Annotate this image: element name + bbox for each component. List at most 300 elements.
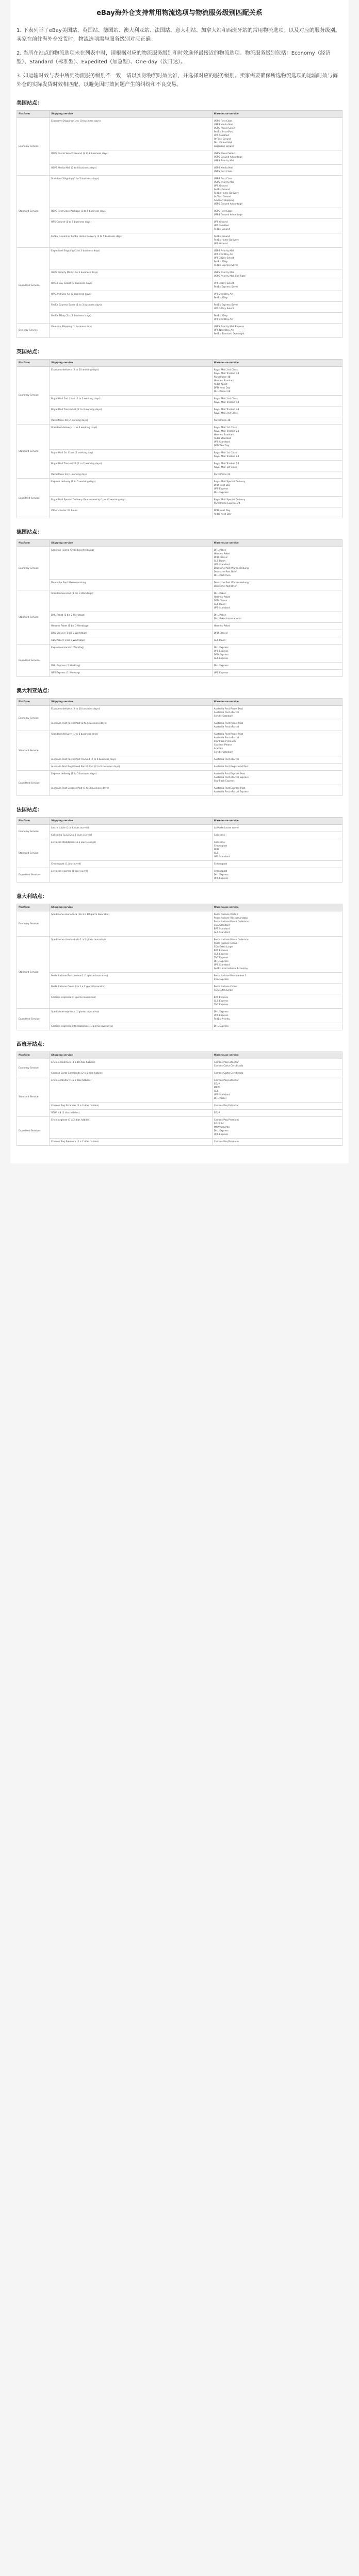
shipping-service-cell: Standard Shipping (1 to 5 business days): [50, 176, 213, 208]
warehouse-service-item: Parcelforce 48: [214, 419, 231, 422]
warehouse-service-item: Sendle Standard: [214, 751, 233, 754]
table-row: [17, 937, 342, 973]
mapping-table: [17, 1052, 342, 1146]
table-header-row: [17, 360, 342, 367]
warehouse-service-item: Royal Mail Tracked 48: [214, 401, 239, 404]
warehouse-service-cell: [212, 417, 342, 425]
service-level-cell: Economy Service: [17, 367, 50, 425]
warehouse-service-item: Couriers Please: [214, 744, 232, 747]
shipping-service-cell: Corriere espresso internazionale (1 giorno lavorativo): [50, 1023, 213, 1030]
warehouse-service-item: DHL Express: [214, 1025, 229, 1028]
warehouse-service-item: GLS: [214, 1090, 219, 1093]
warehouse-service-cell: [212, 637, 342, 645]
table-row: [17, 269, 342, 280]
table-row: [17, 832, 342, 839]
warehouse-service-cell: [212, 764, 342, 771]
table-row: [17, 417, 342, 425]
warehouse-service-item: FedEx Priority: [214, 1018, 230, 1021]
warehouse-service-item: UPS 2nd Day Air: [214, 293, 233, 296]
warehouse-service-cell: [212, 507, 342, 518]
warehouse-service-cell: [212, 1117, 342, 1139]
warehouse-service-item: OnTrac Ground: [214, 138, 232, 141]
warehouse-service-item: SDA Extra Large: [214, 989, 233, 992]
table-row: [17, 911, 342, 937]
warehouse-service-cell: [212, 219, 342, 233]
table-row: [17, 507, 342, 518]
warehouse-service-item: FedEx SmartPost: [214, 131, 234, 133]
table-row: [17, 825, 342, 832]
table-row: [17, 580, 342, 590]
warehouse-service-item: Royal Mail 1st Class: [214, 466, 237, 469]
warehouse-service-item: UPS 3 Day Select: [214, 257, 234, 260]
table-row: [17, 406, 342, 417]
shipping-service-cell: Economy delivery (2 to 10 working days): [50, 367, 213, 396]
shipping-service-cell: Royal Mail Tracked 24 (1 to 2 working days): [50, 461, 213, 471]
warehouse-service-cell: [212, 670, 342, 677]
warehouse-service-cell: [212, 450, 342, 461]
warehouse-service-cell: [212, 861, 342, 868]
table-row: [17, 1059, 342, 1070]
warehouse-service-item: USPS Parcel Select: [214, 152, 236, 155]
warehouse-service-item: Chronopost: [214, 845, 227, 848]
warehouse-service-item: Correos Paq Estándar: [214, 1079, 239, 1082]
column-header: Platform: [17, 699, 50, 706]
table-row: [17, 176, 342, 208]
warehouse-service-cell: [212, 302, 342, 313]
warehouse-service-cell: [212, 911, 342, 937]
table-header-row: [17, 1052, 342, 1059]
warehouse-service-item: UPS Standard: [214, 964, 230, 967]
table-row: [17, 861, 342, 868]
warehouse-service-cell: [212, 1009, 342, 1023]
service-level-cell: Expedited Service: [17, 1009, 50, 1030]
warehouse-service-item: UPS Ground: [214, 185, 228, 188]
warehouse-service-item: DPD Classic: [214, 600, 228, 602]
warehouse-service-item: Poste Italiane Pacco Ordinario: [214, 939, 249, 941]
warehouse-service-cell: [212, 984, 342, 994]
warehouse-service-item: Yodel Standard: [214, 437, 232, 440]
warehouse-service-cell: [212, 269, 342, 280]
table-row: [17, 291, 342, 302]
warehouse-service-item: Australia Post eParcel: [214, 737, 239, 739]
warehouse-service-item: FedEx Ground: [214, 228, 231, 231]
sections-container: [17, 98, 342, 1146]
warehouse-service-item: GLS Standard: [214, 931, 230, 934]
warehouse-service-item: Deutsche Post Brief: [214, 571, 237, 573]
table-header-row: [17, 904, 342, 911]
table-row: [17, 1023, 342, 1030]
warehouse-service-cell: [212, 471, 342, 479]
warehouse-service-item: La Poste Lettre suivie: [214, 827, 239, 829]
shipping-service-cell: Australia Post Registered Parcel Post (2 to 6 business days): [50, 764, 213, 771]
warehouse-service-item: FedEx Express Saver: [214, 286, 238, 289]
warehouse-service-item: Chronopost: [214, 863, 227, 866]
table-row: [17, 150, 342, 165]
warehouse-service-item: StarTrack Premium: [214, 740, 236, 743]
warehouse-service-item: FedEx Express Saver: [214, 264, 238, 267]
column-header: Shipping service: [50, 540, 213, 547]
warehouse-service-item: Correos Carta Certificada: [214, 1072, 243, 1075]
warehouse-service-item: Deutsche Post Warensendung: [214, 567, 249, 570]
warehouse-service-item: MRW Urgente: [214, 1126, 230, 1129]
section-title: 澳大利亚站点：: [17, 688, 53, 694]
shipping-service-cell: Spedizione standard (da 1 a 5 giorni lavorativi): [50, 937, 213, 973]
warehouse-service-item: Royal Mail 2nd Class: [214, 369, 238, 371]
service-level-cell: Standard Service: [17, 1077, 50, 1117]
warehouse-service-item: UPS Standard: [214, 441, 230, 444]
table-row: [17, 219, 342, 233]
warehouse-service-cell: [212, 324, 342, 338]
warehouse-service-item: BRT Express: [214, 996, 229, 999]
column-header: Platform: [17, 111, 50, 118]
shipping-service-cell: USPS Media Mail (2 to 8 business days): [50, 165, 213, 176]
warehouse-service-cell: [212, 406, 342, 417]
warehouse-service-item: UPS Ground: [214, 243, 228, 245]
warehouse-service-item: UPS 3 Day Select: [214, 282, 234, 285]
column-header: Shipping service: [50, 360, 213, 367]
warehouse-service-cell: [212, 547, 342, 580]
intro-paragraph: 3. 如运输时效与表中所列物流服务级别不一致，请以实际物流时效为准，并选择对应的服务级别。卖家需要确保所选物流选项的运输时效与海外仓的实际发货时效相匹配，以避免因时效问题产生的纠纷和不良交易。: [17, 73, 338, 88]
table-row: [17, 1009, 342, 1023]
warehouse-service-cell: [212, 590, 342, 612]
warehouse-service-item: OnTrac Ground: [214, 196, 232, 198]
warehouse-service-item: UPS SurePost: [214, 225, 230, 227]
warehouse-service-item: Australia Post Parcel Post: [214, 733, 243, 736]
warehouse-service-item: DHL Express: [214, 1130, 229, 1132]
warehouse-service-item: DHL Express: [214, 960, 229, 963]
service-level-cell: One-day Service: [17, 324, 50, 338]
shipping-service-cell: Australia Post Parcel Post Tracked (2 to 6 business days): [50, 756, 213, 764]
warehouse-service-cell: [212, 839, 342, 861]
table-row: [17, 731, 342, 756]
service-level-cell: Expedited Service: [17, 771, 50, 796]
warehouse-service-cell: [212, 1139, 342, 1146]
shipping-service-cell: Express delivery (1 to 3 business days): [50, 771, 213, 785]
warehouse-service-item: USPS First Class: [214, 120, 233, 123]
warehouse-service-item: Hermes Standard: [214, 434, 234, 436]
warehouse-service-item: FedEx Ground: [214, 189, 231, 191]
warehouse-service-item: BRT Standard: [214, 928, 230, 930]
mapping-table: [17, 539, 342, 677]
warehouse-service-item: DPD Next Day: [214, 510, 231, 512]
shipping-service-cell: Parcelforce 24 (1 working day): [50, 471, 213, 479]
document-page: [10, 0, 349, 1163]
warehouse-service-item: Correos Paq Premium: [214, 1119, 239, 1122]
warehouse-service-item: DHL Päckchen: [214, 574, 231, 577]
warehouse-service-item: Australia Post eParcel Express: [214, 791, 249, 793]
warehouse-service-cell: [212, 623, 342, 630]
warehouse-service-cell: [212, 118, 342, 150]
warehouse-service-item: DHL Express: [214, 492, 229, 494]
column-header: Warehouse service: [212, 111, 342, 118]
warehouse-service-item: FedEx Standard Overnight: [214, 333, 244, 335]
intro-paragraph: 1. 下表列举了eBay美国站、英国站、德国站、澳大利亚站、法国站、意大利站、加拿大站和西班牙站的常用物流选项。以及对应的服务级别。卖家在前往海外仓发货时，物流选项需与服务级别对应正确。: [17, 28, 340, 42]
shipping-service-cell: Corriere espresso (1 giorno lavorativo): [50, 994, 213, 1009]
warehouse-service-item: GLS Paket: [214, 603, 226, 606]
warehouse-service-cell: [212, 720, 342, 731]
warehouse-service-item: UPS Standard: [214, 856, 230, 858]
warehouse-service-item: USPS Priority Mail: [214, 160, 235, 162]
shipping-service-cell: DHL Paket (1 bis 2 Werktage): [50, 612, 213, 623]
shipping-service-cell: Hermes Paket (1 bis 3 Werktage): [50, 623, 213, 630]
warehouse-service-item: Colissimo: [214, 841, 225, 844]
shipping-service-cell: Chronopost (1 jour ouvré): [50, 861, 213, 868]
shipping-service-cell: Livraison express (1 jour ouvré): [50, 868, 213, 883]
warehouse-service-cell: [212, 1077, 342, 1103]
table-row: [17, 771, 342, 785]
table-row: [17, 1103, 342, 1110]
warehouse-service-item: DPD Express: [214, 654, 229, 656]
table-row: [17, 868, 342, 883]
warehouse-service-item: Deutsche Post Brief: [214, 585, 237, 588]
warehouse-service-cell: [212, 248, 342, 269]
warehouse-service-cell: [212, 1103, 342, 1110]
warehouse-service-item: Aramex: [214, 748, 223, 750]
service-level-cell: Expedited Service: [17, 645, 50, 677]
shipping-service-cell: SEUR 48 (2 días hábiles): [50, 1110, 213, 1117]
warehouse-service-item: Poste Italiane Pacco Ordinario: [214, 921, 249, 923]
warehouse-service-item: USPS Ground Advantage: [214, 203, 243, 206]
table-row: [17, 479, 342, 497]
warehouse-service-item: FedEx 2Day: [214, 315, 228, 317]
warehouse-service-item: USPS Priority Mail: [214, 250, 235, 252]
shipping-service-cell: Standard delivery (1 to 4 working days): [50, 425, 213, 450]
table-row: [17, 973, 342, 984]
warehouse-service-cell: [212, 973, 342, 984]
warehouse-service-cell: [212, 1070, 342, 1077]
table-row: [17, 1139, 342, 1146]
warehouse-service-cell: [212, 280, 342, 291]
warehouse-service-item: GLS Express: [214, 1000, 229, 1003]
warehouse-service-item: DHL Paket: [214, 614, 226, 617]
warehouse-service-item: UPS 2nd Day Air: [214, 318, 233, 321]
warehouse-service-item: UPS Express: [214, 488, 229, 490]
service-level-cell: Standard Service: [17, 590, 50, 645]
warehouse-service-item: UPS Express: [214, 672, 229, 674]
table-row: [17, 471, 342, 479]
column-header: Shipping service: [50, 904, 213, 911]
warehouse-service-item: DHL Parcel UK: [214, 391, 231, 393]
table-row: [17, 764, 342, 771]
warehouse-service-item: Royal Mail Tracked 24: [214, 455, 239, 458]
warehouse-service-item: DHL Paket: [214, 592, 226, 595]
shipping-service-cell: DHL Express (1 Werktag): [50, 663, 213, 670]
warehouse-service-cell: [212, 165, 342, 176]
warehouse-service-item: Poste Italiane Raccomandata: [214, 917, 248, 920]
warehouse-service-item: SDA Express: [214, 978, 229, 981]
warehouse-service-item: DHL Parcel: [214, 1097, 226, 1100]
warehouse-service-item: Australia Post eParcel Express: [214, 776, 249, 779]
shipping-service-cell: Poste Italiane Crono (da 1 a 2 giorni lavorativi): [50, 984, 213, 994]
table-row: [17, 367, 342, 396]
warehouse-service-cell: [212, 291, 342, 302]
warehouse-service-cell: [212, 396, 342, 406]
shipping-service-cell: DPD Classic (1 bis 2 Werktage): [50, 630, 213, 637]
warehouse-service-item: GLS Paket: [214, 639, 226, 642]
column-header: Platform: [17, 540, 50, 547]
table-row: [17, 663, 342, 670]
table-header-row: [17, 540, 342, 547]
shipping-service-cell: Sonstige (Siehe Artikelbeschreibung): [50, 547, 213, 580]
shipping-service-cell: UPS Express (1 Werktag): [50, 670, 213, 677]
warehouse-service-cell: [212, 994, 342, 1009]
mapping-table: [17, 904, 342, 1030]
warehouse-service-cell: [212, 1110, 342, 1117]
warehouse-service-item: Correos Paq Premium: [214, 1141, 239, 1143]
warehouse-service-item: Royal Mail Special Delivery: [214, 481, 246, 483]
table-row: [17, 670, 342, 677]
warehouse-service-item: UPS Express: [214, 650, 229, 653]
warehouse-service-cell: [212, 461, 342, 471]
table-row: [17, 706, 342, 720]
warehouse-service-item: SDA Standard: [214, 924, 230, 927]
table-row: [17, 233, 342, 248]
shipping-service-cell: Other courier 24 hours: [50, 507, 213, 518]
warehouse-service-item: USPS First Class: [214, 178, 233, 180]
warehouse-service-cell: [212, 756, 342, 764]
warehouse-service-item: Royal Mail Tracked 24: [214, 463, 239, 465]
table-row: [17, 1070, 342, 1077]
warehouse-service-cell: [212, 150, 342, 165]
shipping-service-cell: Standard delivery (1 to 6 business days): [50, 731, 213, 756]
warehouse-service-cell: [212, 367, 342, 396]
warehouse-service-cell: [212, 1059, 342, 1070]
shipping-service-cell: Royal Mail 2nd Class (2 to 3 working days): [50, 396, 213, 406]
column-header: Platform: [17, 818, 50, 825]
warehouse-service-cell: [212, 771, 342, 785]
warehouse-service-cell: [212, 832, 342, 839]
warehouse-service-cell: [212, 497, 342, 507]
service-level-cell: Expedited Service: [17, 248, 50, 324]
warehouse-service-item: USPS Priority Mail: [214, 272, 235, 274]
shipping-service-cell: Spedizione economica (da 3 a 10 giorni lavorativi): [50, 911, 213, 937]
warehouse-service-cell: [212, 645, 342, 663]
shipping-service-cell: Colissimo Suivi (2 à 3 jours ouvrés): [50, 832, 213, 839]
warehouse-service-item: Correos Paq Estándar: [214, 1061, 239, 1064]
warehouse-service-cell: [212, 612, 342, 623]
shipping-service-cell: Australia Post Express Post (1 to 3 business days): [50, 785, 213, 796]
warehouse-service-item: UPS Ground: [214, 221, 228, 224]
warehouse-service-item: DPD: [214, 849, 219, 851]
warehouse-service-item: DPD Classic: [214, 632, 228, 635]
mapping-table: [17, 698, 342, 796]
section-title: 法国站点：: [17, 807, 42, 813]
section-title: 英国站点：: [17, 349, 42, 355]
table-row: [17, 450, 342, 461]
warehouse-service-item: Royal Mail Special Delivery: [214, 499, 246, 501]
service-level-cell: Expedited Service: [17, 1117, 50, 1146]
service-level-cell: Economy Service: [17, 911, 50, 937]
warehouse-service-item: USPS First Class: [214, 210, 233, 213]
column-header: Platform: [17, 904, 50, 911]
warehouse-service-item: DHL Express: [214, 647, 229, 649]
warehouse-service-item: Royal Mail Tracked 24: [214, 430, 239, 433]
shipping-service-cell: UPS 3 Day Select (3 business days): [50, 280, 213, 291]
warehouse-service-item: USPS Parcel Select: [214, 127, 236, 130]
warehouse-service-item: Australia Post Express Post: [214, 787, 246, 790]
warehouse-service-cell: [212, 731, 342, 756]
warehouse-service-item: DHL Global Mail: [214, 142, 233, 144]
warehouse-service-item: UPS Express: [214, 877, 229, 880]
table-row: [17, 547, 342, 580]
warehouse-service-item: GLS Express: [214, 953, 229, 956]
warehouse-service-item: FedEx 2Day: [214, 261, 228, 263]
warehouse-service-item: TNT Express: [214, 1004, 229, 1006]
warehouse-service-item: UPS Express: [214, 1133, 229, 1136]
table-row: [17, 839, 342, 861]
warehouse-service-item: USPS Priority Mail Express: [214, 326, 244, 328]
warehouse-service-item: DHL Paket International: [214, 618, 241, 620]
warehouse-service-item: Sendle Standard: [214, 715, 233, 718]
service-level-cell: Economy Service: [17, 706, 50, 731]
column-header: Platform: [17, 360, 50, 367]
table-row: [17, 425, 342, 450]
shipping-service-cell: Lettre suivie (2 à 4 jours ouvrés): [50, 825, 213, 832]
shipping-service-cell: Spedizione espressa (1 giorno lavorativo): [50, 1009, 213, 1023]
column-header: Warehouse service: [212, 699, 342, 706]
shipping-service-cell: Correos Paq Estándar (2 a 3 días hábiles): [50, 1103, 213, 1110]
shipping-service-cell: Envío económico (3 a 10 días hábiles): [50, 1059, 213, 1070]
mapping-table: [17, 359, 342, 518]
warehouse-service-item: TNT Express: [214, 957, 229, 959]
table-row: [17, 280, 342, 291]
warehouse-service-item: MRW: [214, 1087, 220, 1089]
warehouse-service-cell: [212, 313, 342, 324]
shipping-service-cell: Envío urgente (1 a 2 días hábiles): [50, 1117, 213, 1139]
warehouse-service-item: DPD Two Day: [214, 445, 230, 447]
column-header: Platform: [17, 1052, 50, 1059]
warehouse-service-item: BRT Express: [214, 950, 229, 952]
table-row: [17, 208, 342, 219]
warehouse-service-item: UPS Standard: [214, 564, 230, 566]
shipping-service-cell: Correos Paq Premium (1 a 2 días hábiles): [50, 1139, 213, 1146]
warehouse-service-cell: [212, 825, 342, 832]
warehouse-service-item: DPD Classic: [214, 556, 228, 559]
warehouse-service-cell: [212, 580, 342, 590]
warehouse-service-item: FedEx Home Delivery: [214, 239, 239, 242]
warehouse-service-item: SEUR: [214, 1083, 220, 1086]
column-header: Shipping service: [50, 818, 213, 825]
warehouse-service-item: Royal Mail 2nd Class: [214, 412, 238, 415]
shipping-service-cell: Economy delivery (2 to 10 business days): [50, 706, 213, 720]
table-row: [17, 1117, 342, 1139]
warehouse-service-item: Hermes Paket: [214, 596, 230, 599]
column-header: Shipping service: [50, 111, 213, 118]
table-header-row: [17, 699, 342, 706]
table-row: [17, 590, 342, 612]
warehouse-service-item: USPS Ground Advantage: [214, 214, 243, 216]
warehouse-service-item: FedEx Ground: [214, 235, 231, 238]
section-title: 意大利站点：: [17, 894, 47, 900]
warehouse-service-item: Australia Post Parcel Post: [214, 708, 243, 710]
warehouse-service-item: UPS Standard: [214, 607, 230, 609]
shipping-service-cell: Australia Post Parcel Post (2 to 6 business days): [50, 720, 213, 731]
table-row: [17, 302, 342, 313]
shipping-service-cell: Royal Mail Special Delivery Guaranteed by 1pm (1 working day): [50, 497, 213, 507]
table-row: [17, 637, 342, 645]
page-title: eBay海外仓支持常用物流选项与物流服务级别匹配关系: [96, 9, 263, 17]
warehouse-service-item: Royal Mail 1st Class: [214, 427, 237, 429]
warehouse-service-item: Australia Post Parcel Post: [214, 722, 243, 725]
warehouse-service-item: FedEx International Economy: [214, 968, 248, 970]
warehouse-service-item: Australia Post Express Post: [214, 773, 246, 775]
warehouse-service-cell: [212, 208, 342, 219]
table-row: [17, 396, 342, 406]
warehouse-service-item: DPD Next Day: [214, 484, 231, 487]
warehouse-service-cell: [212, 479, 342, 497]
warehouse-service-item: SEUR 24: [214, 1123, 224, 1125]
warehouse-service-item: DHL Paket: [214, 549, 226, 552]
